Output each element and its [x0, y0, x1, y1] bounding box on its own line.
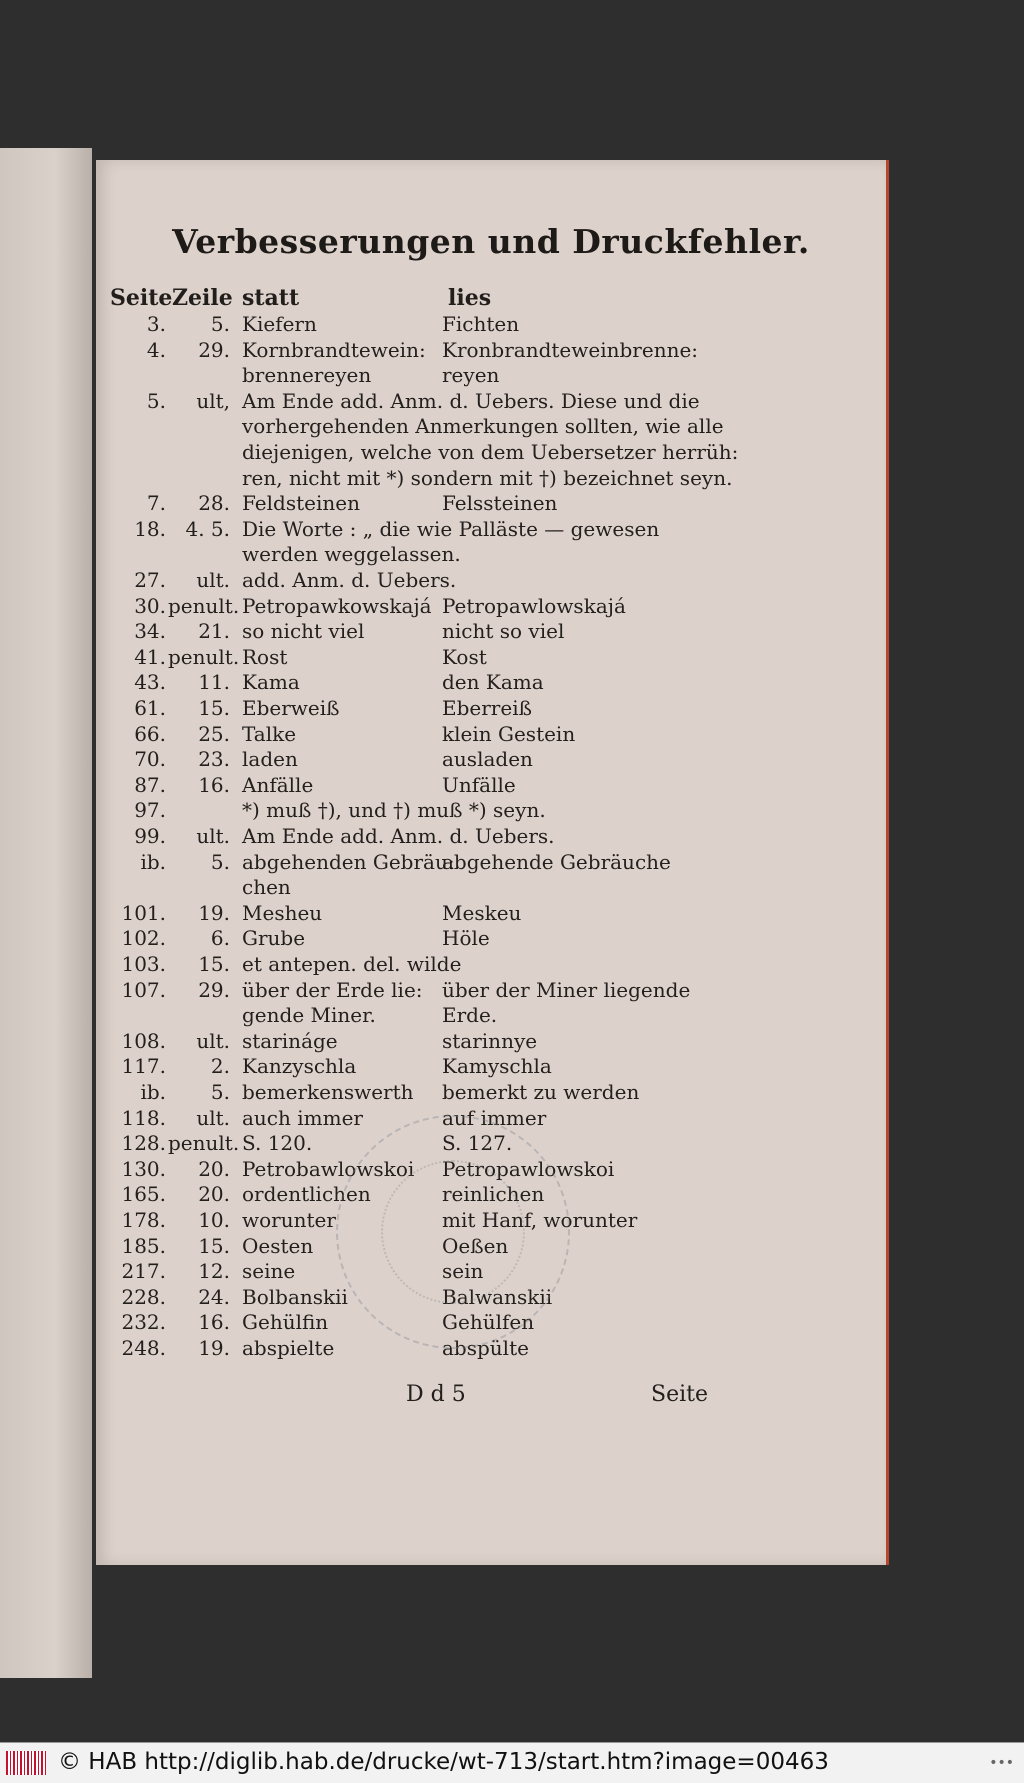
errata-correct: Kronbrandteweinbrenne:	[442, 337, 699, 362]
errata-correct: mit Hanf, worunter	[442, 1208, 638, 1232]
errata-page-number: 43.	[134, 670, 166, 695]
errata-page-number: 178.	[121, 1208, 166, 1232]
errata-line-number: penult.	[168, 1131, 240, 1156]
errata-page-number: 3.	[146, 312, 166, 336]
errata-page-number: 217.	[121, 1259, 166, 1284]
errata-row	[96, 414, 886, 440]
errata-wrong: Petrobawlowskoi	[242, 1156, 415, 1181]
errata-page-number: 70.	[134, 747, 166, 772]
errata-wrong: Grube	[242, 926, 306, 951]
errata-row	[96, 491, 886, 517]
errata-row	[96, 542, 886, 568]
errata-wrong: Anfälle	[242, 772, 314, 797]
errata-row	[96, 824, 886, 850]
errata-correct: starinnye	[442, 1028, 538, 1053]
errata-page-number: 107.	[121, 977, 166, 1002]
errata-page-number: 248.	[121, 1336, 166, 1360]
errata-note: Am Ende add. Anm. d. Uebers. Diese und die	[242, 388, 700, 413]
errata-wrong: S. 120.	[242, 1131, 313, 1156]
errata-page-number: 61.	[134, 696, 166, 720]
errata-correct: Kost	[442, 644, 487, 669]
errata-wrong: Rost	[242, 644, 288, 669]
errata-note: Am Ende add. Anm. d. Uebers.	[242, 824, 555, 848]
errata-correct: S. 127.	[442, 1131, 513, 1156]
errata-wrong: worunter	[242, 1208, 336, 1232]
errata-row	[96, 850, 886, 876]
errata-wrong: Feldsteinen	[242, 491, 360, 516]
errata-line-number: 28.	[198, 491, 230, 516]
errata-wrong: Kornbrandtewein:	[242, 337, 426, 362]
errata-wrong: Kama	[242, 670, 300, 695]
header-wrong: statt	[242, 285, 300, 311]
errata-row	[96, 773, 886, 799]
errata-correct: reinlichen	[442, 1182, 545, 1207]
errata-correct: abspülte	[442, 1336, 529, 1360]
errata-wrong: chen	[242, 875, 291, 900]
library-stamp-inner	[381, 1160, 525, 1304]
errata-row	[96, 798, 886, 824]
errata-line-number: ult.	[196, 1028, 230, 1053]
errata-wrong: Talke	[242, 721, 297, 746]
errata-page-number: 118.	[121, 1105, 166, 1130]
errata-page-number: 101.	[121, 900, 166, 925]
errata-line-number: 12.	[198, 1259, 230, 1284]
errata-page-number: 99.	[134, 824, 166, 848]
errata-page-number: 128.	[121, 1131, 166, 1156]
errata-wrong: seine	[242, 1259, 296, 1284]
errata-page-number: 27.	[134, 568, 166, 592]
errata-page-number: 117.	[121, 1054, 166, 1079]
errata-wrong: ordentlichen	[242, 1182, 371, 1207]
errata-correct: Oeßen	[442, 1233, 509, 1258]
errata-correct: Fichten	[442, 312, 520, 336]
errata-wrong: so nicht viel	[242, 619, 365, 644]
errata-correct: Meskeu	[442, 900, 522, 925]
errata-row	[96, 952, 886, 978]
errata-correct: Petropawlowskoi	[442, 1156, 615, 1181]
errata-line-number: 4. 5.	[185, 516, 230, 541]
errata-line-number: 23.	[198, 747, 230, 772]
errata-page-number: 185.	[121, 1233, 166, 1258]
errata-correct: nicht so viel	[442, 619, 565, 644]
errata-row	[96, 363, 886, 389]
errata-row	[96, 1029, 886, 1055]
errata-wrong: gende Miner.	[242, 1003, 376, 1028]
errata-row	[96, 670, 886, 696]
errata-note: Die Worte : „ die wie Palläste — gewesen	[242, 516, 660, 541]
errata-page-number: 7.	[146, 491, 166, 516]
errata-wrong: Mesheu	[242, 900, 323, 925]
errata-wrong: Bolbanskii	[242, 1284, 348, 1309]
errata-correct: den Kama	[442, 670, 544, 695]
errata-page-number: 34.	[134, 619, 166, 644]
errata-page-number: 30.	[134, 593, 166, 618]
errata-line-number: ult,	[196, 388, 230, 413]
errata-row	[96, 338, 886, 364]
errata-correct: Höle	[442, 926, 490, 951]
errata-page-number: 102.	[121, 926, 166, 951]
errata-line-number: 15.	[198, 1233, 230, 1258]
errata-page-number: 232.	[121, 1310, 166, 1335]
errata-wrong: abgehenden Gebräu:	[242, 849, 455, 874]
copyright-link[interactable]: © HAB http://diglib.hab.de/drucke/wt-713/start.htm?image=00463	[58, 1749, 829, 1775]
header-line: Zeile	[172, 285, 233, 311]
errata-wrong: brennereyen	[242, 363, 372, 388]
errata-line-number: ult.	[196, 568, 230, 592]
errata-row	[96, 696, 886, 722]
errata-row	[96, 440, 886, 466]
errata-page-number: 87.	[134, 772, 166, 797]
errata-correct: Petropawlowskajá	[442, 593, 626, 618]
errata-wrong: Kiefern	[242, 312, 317, 336]
errata-row	[96, 619, 886, 645]
errata-correct: Balwanskii	[442, 1284, 553, 1309]
facing-page-edge	[0, 148, 92, 1678]
errata-line-number: 19.	[198, 1336, 230, 1360]
viewer-footer	[0, 1742, 1024, 1783]
errata-page-number: 18.	[134, 516, 166, 541]
errata-correct: reyen	[442, 363, 500, 388]
errata-page-number: 5.	[146, 388, 166, 413]
errata-correct: Felssteinen	[442, 491, 558, 516]
errata-line-number: 2.	[210, 1054, 230, 1079]
errata-wrong: abspielte	[242, 1336, 335, 1360]
errata-wrong: Eberweiß	[242, 696, 340, 720]
errata-line-number: 15.	[198, 952, 230, 976]
errata-row	[96, 901, 886, 927]
errata-page-number: 130.	[121, 1156, 166, 1181]
errata-line-number: 25.	[198, 721, 230, 746]
errata-line-number: penult.	[168, 593, 240, 618]
errata-page-number: 66.	[134, 721, 166, 746]
errata-note: ren, nicht mit *) sondern mit †) bezeichnet seyn.	[242, 465, 733, 490]
errata-wrong: laden	[242, 747, 298, 772]
errata-row	[96, 517, 886, 543]
errata-page-number: 103.	[121, 952, 166, 976]
errata-page-number: 41.	[134, 644, 166, 669]
barcode-icon	[6, 1751, 46, 1775]
errata-correct: Kamyschla	[442, 1054, 552, 1079]
errata-line-number: 6.	[210, 926, 230, 951]
errata-row	[96, 722, 886, 748]
errata-line-number: 16.	[198, 1310, 230, 1335]
errata-line-number: 5.	[210, 312, 230, 336]
errata-correct: abgehende Gebräuche	[442, 849, 671, 874]
errata-line-number: 20.	[198, 1156, 230, 1181]
errata-line-number: 21.	[198, 619, 230, 644]
errata-line-number: ult.	[196, 824, 230, 848]
errata-wrong: auch immer	[242, 1105, 363, 1130]
errata-note: add. Anm. d. Uebers.	[242, 568, 457, 592]
errata-page-number: ib.	[140, 849, 166, 874]
errata-row	[96, 312, 886, 338]
errata-line-number: 24.	[198, 1284, 230, 1309]
errata-line-number: 5.	[210, 849, 230, 874]
errata-wrong: bemerkenswerth	[242, 1080, 414, 1104]
errata-correct: Unfälle	[442, 772, 516, 797]
errata-line-number: 10.	[198, 1208, 230, 1232]
errata-note: et antepen. del. wilde	[242, 952, 462, 976]
errata-line-number: ult.	[196, 1105, 230, 1130]
errata-row	[96, 568, 886, 594]
errata-wrong: Gehülfin	[242, 1310, 329, 1335]
errata-page-number: 228.	[121, 1284, 166, 1309]
errata-page-number: 108.	[121, 1028, 166, 1053]
errata-line-number: 15.	[198, 696, 230, 720]
errata-note: vorhergehenden Anmerkungen sollten, wie alle	[242, 414, 724, 439]
errata-note: diejenigen, welche von dem Uebersetzer herrüh:	[242, 440, 739, 464]
page-title: Verbesserungen und Druckfehler.	[172, 222, 810, 261]
errata-page-number: 165.	[121, 1182, 166, 1207]
errata-row	[96, 645, 886, 671]
errata-row	[96, 594, 886, 620]
header-right: lies	[448, 285, 492, 311]
errata-wrong: Kanzyschla	[242, 1054, 357, 1079]
errata-note: *) muß †), und †) muß *) seyn.	[242, 798, 546, 823]
errata-correct: ausladen	[442, 747, 533, 772]
errata-row	[96, 978, 886, 1004]
errata-line-number: 19.	[198, 900, 230, 925]
errata-row	[96, 389, 886, 415]
errata-wrong: Oesten	[242, 1233, 314, 1258]
errata-row	[96, 1054, 886, 1080]
errata-line-number: 29.	[198, 977, 230, 1002]
errata-note: werden weggelassen.	[242, 542, 461, 567]
errata-line-number: 16.	[198, 772, 230, 797]
errata-correct: Gehülfen	[442, 1310, 535, 1335]
errata-correct: Erde.	[442, 1003, 498, 1028]
errata-row	[96, 466, 886, 492]
errata-row	[96, 1080, 886, 1106]
header-page: Seite	[110, 285, 173, 311]
errata-correct: sein	[442, 1259, 484, 1284]
document-page	[96, 160, 889, 1565]
errata-wrong: Petropawkowskajá	[242, 593, 432, 618]
errata-page-number: 4.	[146, 337, 166, 362]
errata-line-number: 20.	[198, 1182, 230, 1207]
errata-correct: über der Miner liegende	[442, 977, 691, 1002]
errata-wrong: über der Erde lie:	[242, 977, 423, 1002]
errata-line-number: 11.	[198, 670, 230, 695]
errata-correct: Eberreiß	[442, 696, 532, 720]
catchword: Seite	[651, 1382, 708, 1407]
signature-mark: D d 5	[406, 1382, 466, 1407]
errata-row	[96, 1003, 886, 1029]
errata-page-number: 97.	[134, 798, 166, 823]
errata-row	[96, 926, 886, 952]
more-icon[interactable]: •••	[989, 1755, 1014, 1771]
errata-line-number: 5.	[210, 1080, 230, 1104]
errata-page-number: ib.	[140, 1080, 166, 1104]
errata-row	[96, 747, 886, 773]
errata-correct: bemerkt zu werden	[442, 1080, 640, 1104]
errata-wrong: starináge	[242, 1028, 338, 1053]
errata-line-number: penult.	[168, 644, 240, 669]
errata-correct: klein Gestein	[442, 721, 576, 746]
errata-correct: auf immer	[442, 1105, 547, 1130]
errata-line-number: 29.	[198, 337, 230, 362]
errata-row	[96, 875, 886, 901]
